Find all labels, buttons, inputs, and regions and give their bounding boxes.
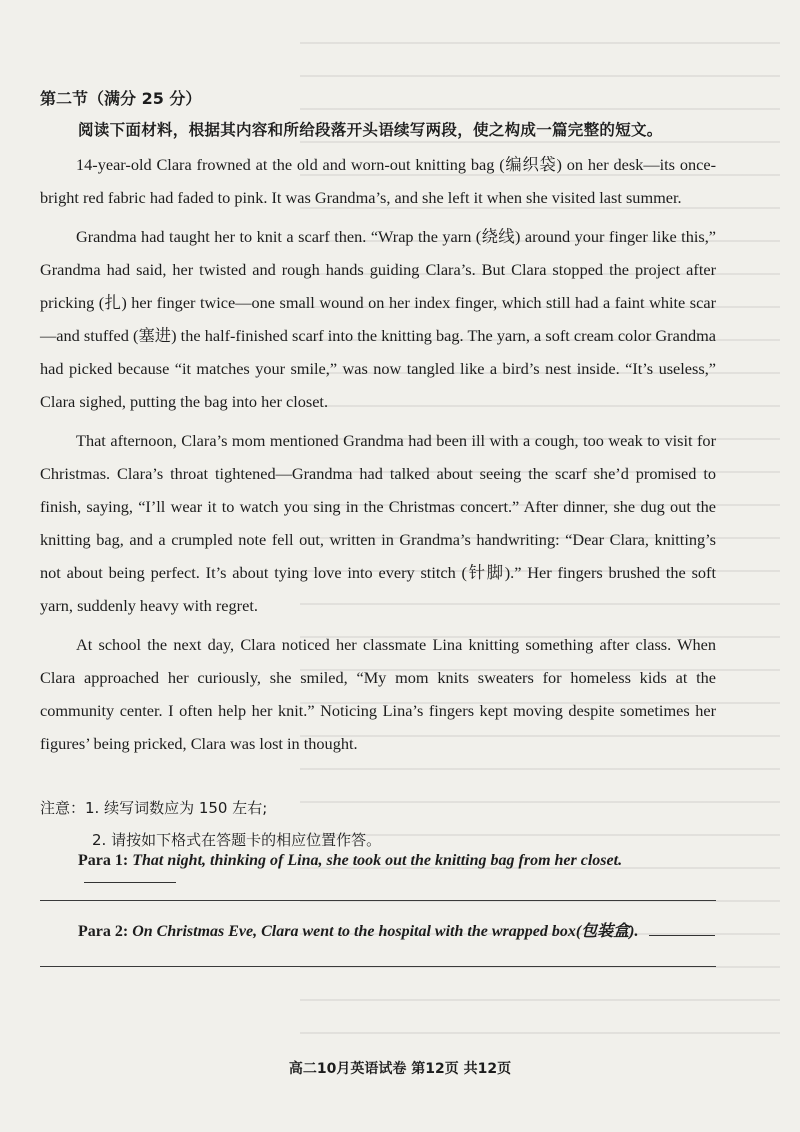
para-1-answer-blank[interactable] [84,870,176,883]
instruction: 阅读下面材料，根据其内容和所给段落开头语续写两段，使之构成一篇完整的短文。 [78,121,663,139]
page-footer: 高二10月英语试卷 第12页 共12页 [288,1061,512,1077]
passage-paragraph-3: That afternoon, Clara’s mom mentioned Grandma had been ill with a cough, too weak to visit for Christmas. Clara’s throat tightened—Grandma had talked about seeing the scarf she’d promised to finish, saying, “I’ll wear it to watch you sing in the Christmas concert.” After dinner, she dug out the knitting bag, and a crumpled note fell out, written in Grandma’s handwriting: “Dear Clara, knitting’s not about being perfect. It’s about tying love into every stitch (针脚).” Her fingers brushed the soft yarn, suddenly heavy with regret. [40,431,716,615]
note-format: 2. 请按如下格式在答题卡的相应位置作答。 [92,831,382,849]
answer-line[interactable] [40,900,716,901]
answer-line[interactable] [40,966,716,967]
section-title: 第二节（满分 25 分） [40,89,202,108]
story-passage [40,148,716,766]
passage-paragraph-1: 14-year-old Clara frowned at the old and worn-out knitting bag (编织袋) on her desk—its once-bright red fabric had faded to pink. It was Grandma’s, and she left it when she visited last summer. [40,155,716,207]
para-2-text: On Christmas Eve, Clara went to the hospital with the wrapped box(包装盒). [132,923,639,940]
para-1-text: That night, thinking of Lina, she took out the knitting bag from her closet. [132,852,623,869]
para-1-label: Para 1: [78,852,129,869]
para-2-answer-blank[interactable] [649,923,715,936]
passage-paragraph-2: Grandma had taught her to knit a scarf then. “Wrap the yarn (绕线) around your finger like this,” Grandma had said, her twisted and rough hands guiding Clara’s. But Clara stopped the project after pricking (扎) her finger twice—one small wound on her index finger, which still had a faint white scar—and stuffed (塞进) the half-finished scarf into the knitting bag. The yarn, a soft cream color Grandma had picked because “it matches your smile,” was now tangled like a bird’s nest inside. “It’s useless,” Clara sighed, putting the bag into her closet. [40,227,716,411]
note-word-count: 注意：1. 续写词数应为 150 左右; [40,799,268,817]
passage-paragraph-4: At school the next day, Clara noticed her classmate Lina knitting something after class. When Clara approached her curiously, she smiled, “My mom knits sweaters for homeless kids at the community center. I often help her knit.” Noticing Lina’s fingers kept moving despite sometimes her figures’ being pricked, Clara was lost in thought. [40,635,716,753]
notes [40,792,381,856]
para-1-prompt [78,852,716,888]
para-2-prompt [78,918,716,941]
para-2-label: Para 2: [78,923,129,940]
